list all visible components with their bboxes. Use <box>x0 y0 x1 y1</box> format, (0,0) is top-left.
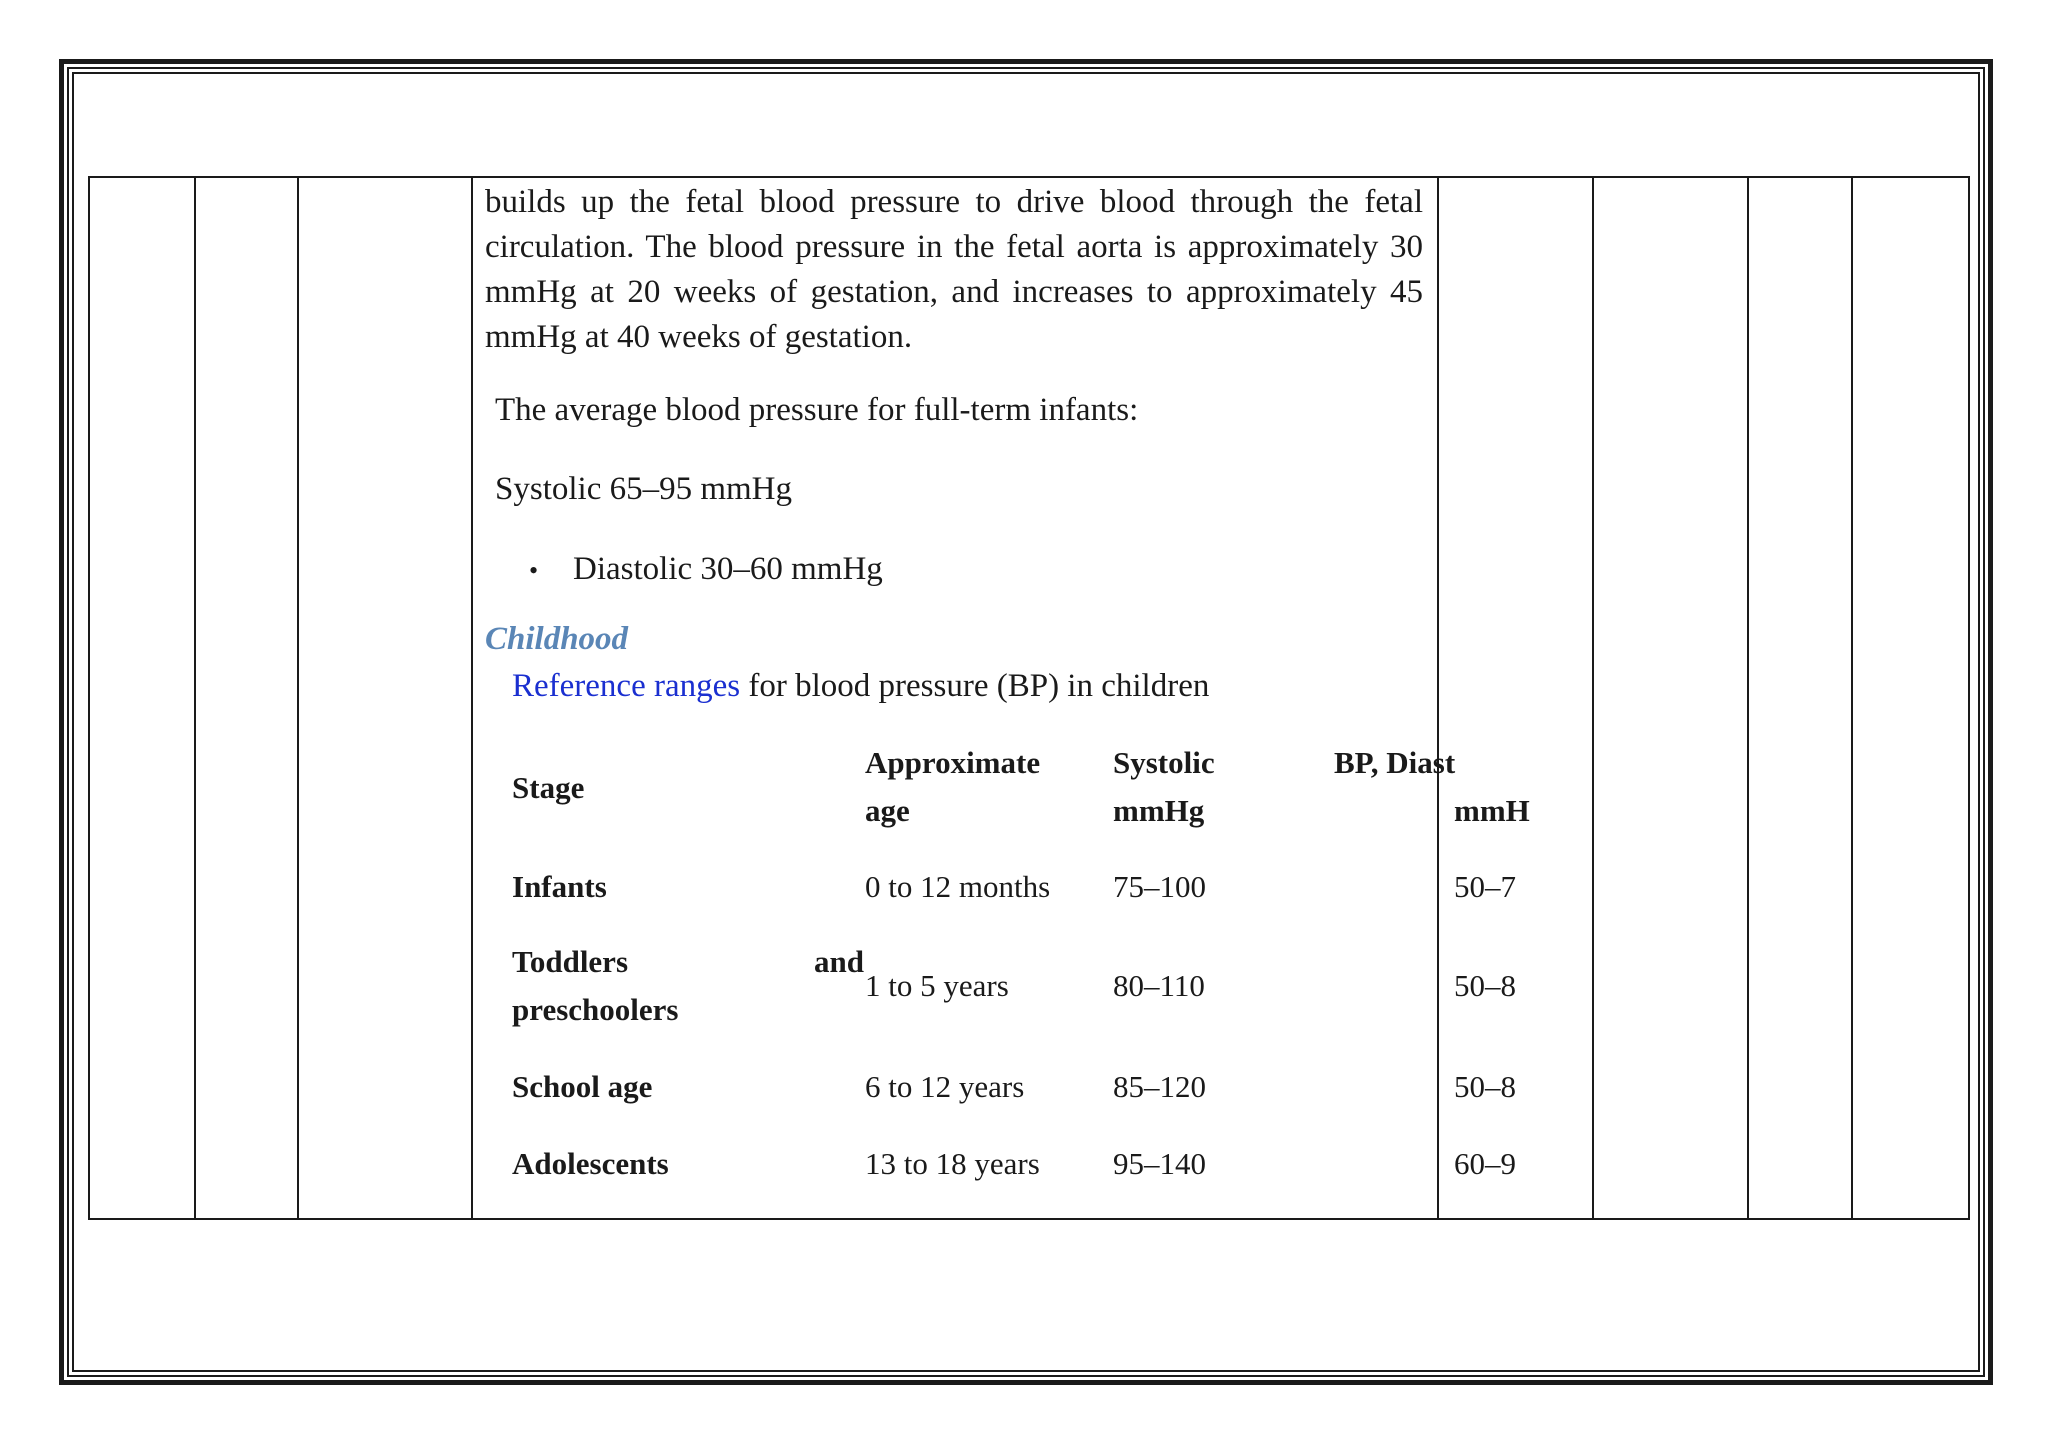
systolic-line: Systolic 65–95 mmHg <box>495 471 793 507</box>
layout-table <box>88 176 1970 1220</box>
table-row-systolic: 85–120 <box>1113 1069 1206 1104</box>
reference-rest-text: for blood pressure (BP) in children <box>748 668 1210 704</box>
reference-line <box>512 668 1209 705</box>
header-age-line2: age <box>865 793 910 828</box>
table-row-systolic: 75–100 <box>1113 869 1206 904</box>
column-divider <box>1747 178 1749 1218</box>
table-row-diastolic: 60–9 <box>1454 1146 1516 1181</box>
column-divider <box>1851 178 1853 1218</box>
diastolic-line: Diastolic 30–60 mmHg <box>573 551 883 587</box>
column-divider <box>1592 178 1594 1218</box>
header-stage: Stage <box>512 770 585 805</box>
table-row-stage: Adolescents <box>512 1146 669 1181</box>
header-diastolic-line2: mmH <box>1454 793 1530 828</box>
bullet-icon: • <box>529 556 539 585</box>
header-systolic-line2: mmHg <box>1113 793 1205 828</box>
section-heading: Childhood <box>485 621 629 657</box>
table-row-diastolic: 50–8 <box>1454 1069 1516 1104</box>
table-row-diastolic: 50–7 <box>1454 869 1516 904</box>
table-row-age: 0 to 12 months <box>865 869 1051 904</box>
table-row-age: 13 to 18 years <box>865 1146 1040 1181</box>
table-row-diastolic: 50–8 <box>1454 968 1516 1003</box>
table-row-stage: Toddlers <box>512 944 629 979</box>
table-row-stage-line2: preschoolers <box>512 992 679 1027</box>
table-row-stage-and: and <box>814 944 864 979</box>
column-divider <box>194 178 196 1218</box>
table-row-stage: Infants <box>512 869 607 904</box>
average-bp-intro: The average blood pressure for full-term infants: <box>495 392 1139 428</box>
table-row-systolic: 95–140 <box>1113 1146 1206 1181</box>
header-age-line1: Approximate <box>865 745 1041 780</box>
reference-ranges-link[interactable]: Reference ranges <box>512 668 741 704</box>
header-diastolic-line1: BP, Diast <box>1334 745 1456 780</box>
fetal-bp-paragraph: builds up the fetal blood pressure to drive blood through the fetal circulation. The blood pressure in the fetal aorta is approximately 30 mmHg at 20 weeks of gestation, and increases to approximately 45 mmHg at 40 weeks of gestation. <box>485 184 1423 355</box>
table-row-stage: School age <box>512 1069 653 1104</box>
table-row-age: 6 to 12 years <box>865 1069 1025 1104</box>
table-row-age: 1 to 5 years <box>865 968 1009 1003</box>
header-systolic-line1: Systolic <box>1113 745 1215 780</box>
content-cell <box>473 178 1530 1218</box>
column-divider <box>297 178 299 1218</box>
table-row-systolic: 80–110 <box>1113 968 1205 1003</box>
